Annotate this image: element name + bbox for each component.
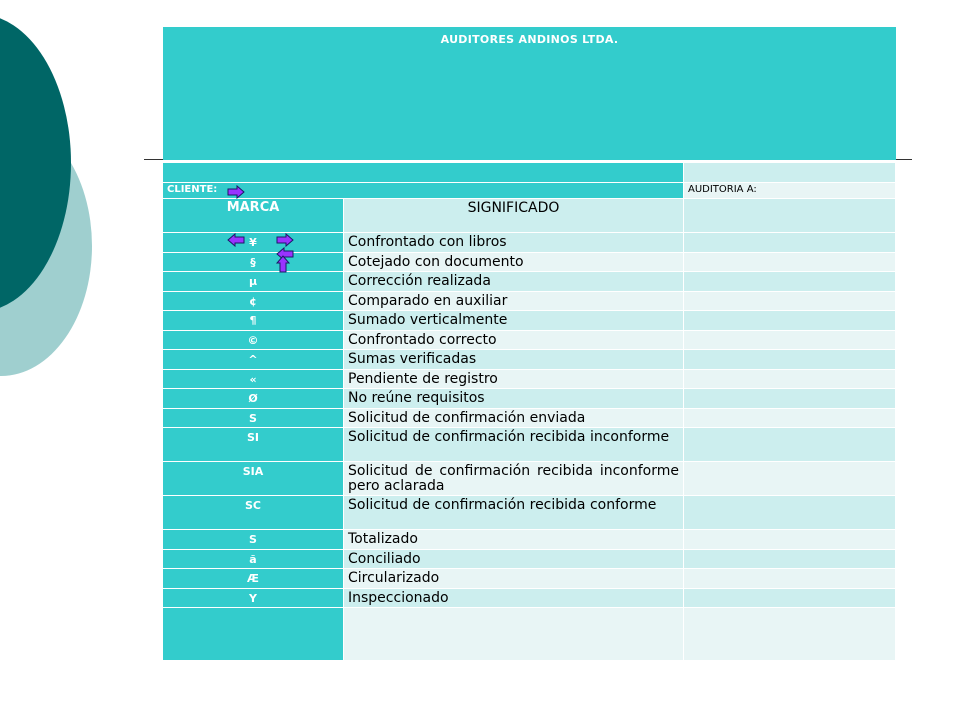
meaning-cell: Confrontado con libros xyxy=(344,233,684,253)
extra-cell xyxy=(684,350,896,370)
extra-cell xyxy=(684,389,896,409)
auditoria-label: AUDITORIA A: xyxy=(684,183,896,199)
meaning-cell: Confrontado correcto xyxy=(344,331,684,351)
meaning-cell: Inspeccionado xyxy=(344,589,684,609)
meaning-cell: Sumado verticalmente xyxy=(344,311,684,331)
page-title: AUDITORES ANDINOS LTDA. xyxy=(440,33,619,46)
mark-cell: SI xyxy=(163,428,344,462)
mark-cell: « xyxy=(163,370,344,390)
spacer-row-left xyxy=(163,163,684,183)
extra-cell xyxy=(684,253,896,273)
divider-line-right xyxy=(896,159,912,160)
extra-cell xyxy=(684,311,896,331)
extra-cell xyxy=(684,569,896,589)
meaning-cell: Sumas verificadas xyxy=(344,350,684,370)
column-header-blank xyxy=(684,199,896,233)
mark-cell xyxy=(163,608,344,661)
meaning-cell: Conciliado xyxy=(344,550,684,570)
extra-cell xyxy=(684,550,896,570)
extra-cell xyxy=(684,530,896,550)
column-header-significado: SIGNIFICADO xyxy=(344,199,684,233)
extra-cell xyxy=(684,233,896,253)
mark-cell: SC xyxy=(163,496,344,530)
extra-cell xyxy=(684,608,896,661)
meaning-cell: Solicitud de confirmación recibida inconforme xyxy=(344,428,684,462)
meaning-cell: Comparado en auxiliar xyxy=(344,292,684,312)
cliente-label: CLIENTE: xyxy=(163,183,684,199)
meaning-cell: Totalizado xyxy=(344,530,684,550)
mark-cell: Y xyxy=(163,589,344,609)
mark-cell: S xyxy=(163,409,344,429)
extra-cell xyxy=(684,496,896,530)
extra-cell xyxy=(684,272,896,292)
meaning-cell: No reúne requisitos xyxy=(344,389,684,409)
mark-cell: ã xyxy=(163,550,344,570)
mark-cell: ¥ xyxy=(163,233,344,253)
extra-cell xyxy=(684,462,896,496)
divider-line-left xyxy=(144,159,163,160)
mark-cell: ¶ xyxy=(163,311,344,331)
mark-cell: © xyxy=(163,331,344,351)
extra-cell xyxy=(684,292,896,312)
extra-cell xyxy=(684,589,896,609)
meaning-cell: Cotejado con documento xyxy=(344,253,684,273)
extra-cell xyxy=(684,331,896,351)
mark-cell: § xyxy=(163,253,344,273)
header-banner xyxy=(163,27,896,160)
meaning-cell: Corrección realizada xyxy=(344,272,684,292)
column-header-marca: MARCA xyxy=(163,199,344,233)
meaning-cell: Pendiente de registro xyxy=(344,370,684,390)
meaning-cell xyxy=(344,608,684,661)
mark-cell: ^ xyxy=(163,350,344,370)
mark-cell: SIA xyxy=(163,462,344,496)
mark-cell: Ø xyxy=(163,389,344,409)
mark-cell: Æ xyxy=(163,569,344,589)
meaning-cell: Solicitud de confirmación recibida conforme xyxy=(344,496,684,530)
mark-cell: S xyxy=(163,530,344,550)
spacer-row-right xyxy=(684,163,896,183)
mark-cell: µ xyxy=(163,272,344,292)
meaning-cell: Circularizado xyxy=(344,569,684,589)
extra-cell xyxy=(684,409,896,429)
extra-cell xyxy=(684,370,896,390)
mark-cell: ¢ xyxy=(163,292,344,312)
meaning-cell: Solicitud de confirmación enviada xyxy=(344,409,684,429)
meaning-cell: Solicitud de confirmación recibida inconforme pero aclarada xyxy=(344,462,684,496)
extra-cell xyxy=(684,428,896,462)
